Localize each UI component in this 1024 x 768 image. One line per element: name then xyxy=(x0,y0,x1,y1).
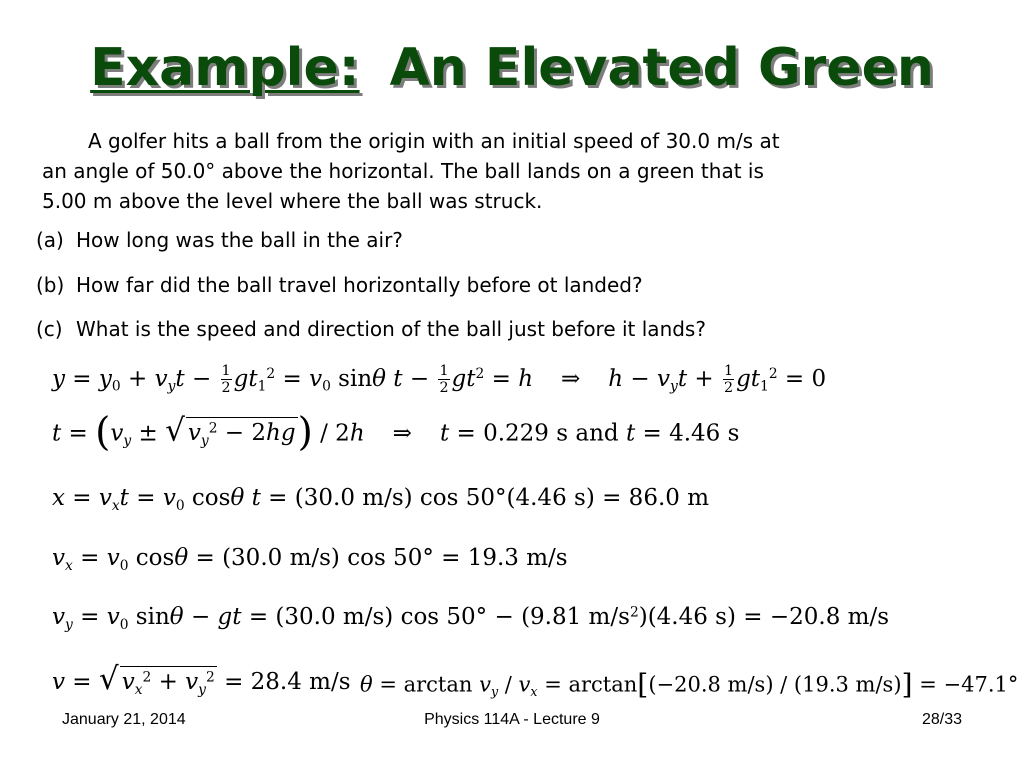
question-label: (c) xyxy=(36,317,63,341)
equation-direction: $\theta = \arctan v_y / v_x = \arctan[(-20.8$ m/s) / (19.3 m/s)] = −47.1° xyxy=(360,668,1019,701)
equation-horizontal-distance: $x = v_xt = v_0$ cosθ t = (30.0 m/s) cos 50°(4.46 s) = 86.0 m xyxy=(52,485,710,514)
equation-time-of-flight: $t = (v_y$ ± √ $v_y^2 - 2hg) / 2h$ ⇒ t = 0.229 s and t = 4.46 s xyxy=(52,410,740,455)
question-label: (b) xyxy=(36,273,65,297)
speed-result: = 28.4 m/s xyxy=(224,669,351,695)
time-result: 0.229 s and xyxy=(483,420,619,447)
vy-result-part1: (30.0 m/s) cos 50° − (9.81 m/s xyxy=(275,604,630,630)
slide-title xyxy=(0,38,1024,98)
title-label: Example: xyxy=(90,38,360,98)
problem-statement xyxy=(42,126,972,216)
footer-page-number: 28/33 xyxy=(921,711,962,728)
question-text: What is the speed and direction of the ball just before it lands? xyxy=(76,317,706,341)
distance-result: (30.0 m/s) cos 50°(4.46 s) = 86.0 m xyxy=(294,485,710,511)
question-b xyxy=(36,273,643,297)
question-text: How long was the ball in the air? xyxy=(76,228,403,252)
footer-course: Physics 114A - Lecture 9 xyxy=(424,711,600,728)
equation-vy: $v_y = v_0$ sinθ − gt = (30.0 m/s) cos 50° − (9.81 $m/s^2)(4.46$ s) = −20.8 m/s xyxy=(52,604,890,633)
equation-vertical-position: $y = y_0 + v_yt$ − $\frac{1}{2}$ $gt_1^2 = v_0$ sinθ t − $\frac{1}{2}$ $gt^2 = h$ ⇒ $h - v_yt$ + $\frac{1}{2}$ $gt_1^2 = 0$ xyxy=(52,363,827,397)
footer-date: January 21, 2014 xyxy=(62,711,186,728)
vy-result-part2: )(4.46 s) = −20.8 m/s xyxy=(638,604,890,630)
problem-line-2: an angle of 50.0° above the horizontal. The ball lands on a green that is xyxy=(42,159,764,183)
time-result-2: 4.46 s xyxy=(669,420,740,447)
equation-vx: $v_x = v_0$ cosθ = (30.0 m/s) cos 50° = 19.3 m/s xyxy=(52,545,568,574)
title-text: An Elevated Green xyxy=(389,38,934,98)
direction-result: = −47.1° xyxy=(919,672,1019,697)
problem-line-3: 5.00 m above the level where the ball was struck. xyxy=(42,189,543,213)
question-text: How far did the ball travel horizontally before ot landed? xyxy=(76,273,643,297)
equation-speed: v = √ $v_x^2 + v_y^2 = 28.4$ m/s xyxy=(52,661,351,698)
question-a xyxy=(36,228,403,252)
question-c xyxy=(36,317,706,341)
question-label: (a) xyxy=(36,228,64,252)
direction-inner: (−20.8 m/s) / (19.3 m/s) xyxy=(648,672,902,697)
vx-result: (30.0 m/s) cos 50° = 19.3 m/s xyxy=(222,545,568,571)
problem-line-1: A golfer hits a ball from the origin with an initial speed of 30.0 m/s at xyxy=(88,129,780,153)
